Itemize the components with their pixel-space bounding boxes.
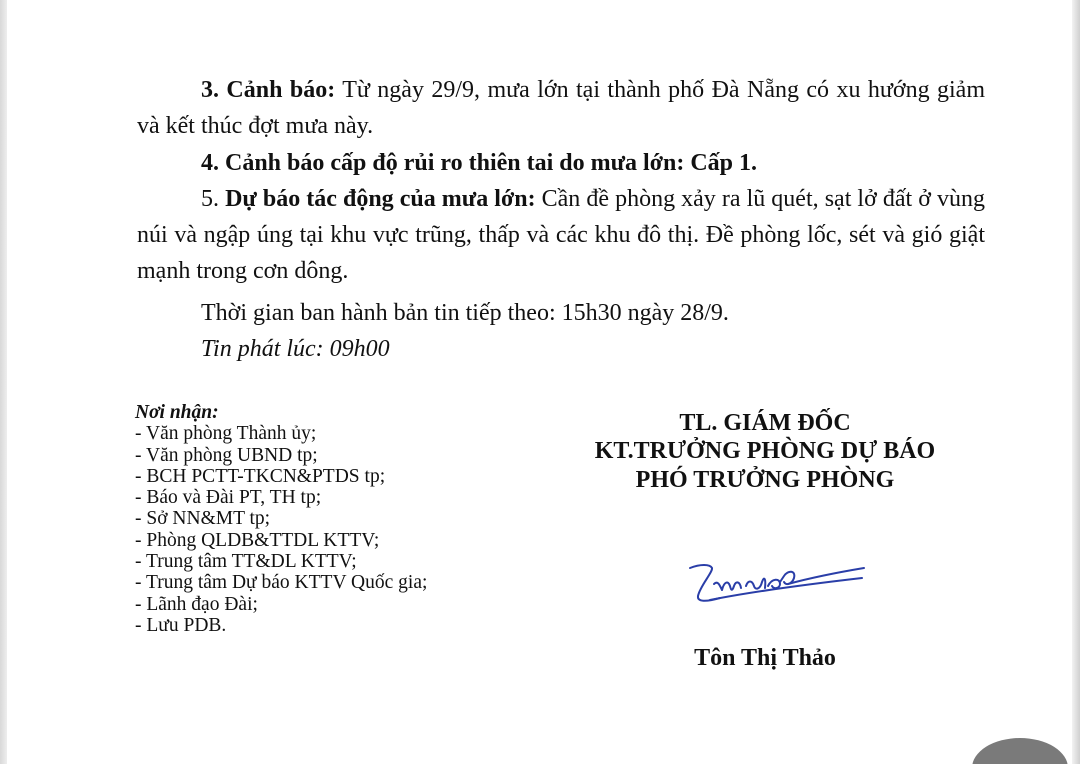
- recipient-item: - Lưu PDB.: [135, 614, 227, 636]
- issued-at-line: [137, 331, 985, 367]
- section-4-paragraph: [137, 145, 985, 181]
- handwritten-signature: [680, 552, 870, 612]
- section-4-text: 4. Cảnh báo cấp độ rủi ro thiên tai do mưa lớn: Cấp 1.: [201, 150, 757, 176]
- section-3-label: 3. Cảnh báo:: [201, 77, 336, 103]
- signature-title-1: TL. GIÁM ĐỐC: [679, 410, 851, 436]
- signature-title-3: PHÓ TRƯỞNG PHÒNG: [635, 467, 895, 493]
- section-5-label: Dự báo tác động của mưa lớn:: [219, 186, 536, 212]
- recipient-item: - Báo và Đài PT, TH tp;: [135, 487, 322, 509]
- section-3-paragraph: [137, 72, 985, 144]
- issued-at-text: Tin phát lúc: 09h00: [201, 336, 390, 362]
- recipient-item: - Trung tâm Dự báo KTTV Quốc gia;: [135, 572, 428, 594]
- recipients-list: [135, 402, 535, 636]
- recipients-heading: Nơi nhận:: [135, 402, 219, 423]
- page-edge-left: [0, 0, 7, 764]
- recipient-item: - Văn phòng UBND tp;: [135, 444, 318, 466]
- section-3-text: Từ ngày 29/9, mưa lớn tại thành phố Đà Nẵng có xu hướng giảm và kết thúc đợt mưa này.: [137, 77, 985, 139]
- recipient-item: - Văn phòng Thành ủy;: [135, 423, 317, 445]
- section-5-number: 5.: [201, 186, 219, 212]
- recipient-item: - Trung tâm TT&DL KTTV;: [135, 551, 357, 573]
- page-edge-right: [1072, 0, 1080, 764]
- next-bulletin-line: [137, 295, 985, 331]
- recipient-item: - BCH PCTT-TKCN&PTDS tp;: [135, 465, 386, 487]
- section-5-text: Cần đề phòng xảy ra lũ quét, sạt lở đất ở vùng núi và ngập úng tại khu vực trũng, thấp và các khu đô thị. Đề phòng lốc, sét và gió giật mạnh trong cơn dông.: [137, 186, 985, 284]
- recipient-item: - Lãnh đạo Đài;: [135, 593, 258, 615]
- recipient-item: - Sở NN&MT tp;: [135, 508, 271, 530]
- recipient-item: - Phòng QLDB&TTDL KTTV;: [135, 529, 380, 551]
- signer-name: Tôn Thị Thảo: [694, 645, 836, 671]
- corner-overlay-button[interactable]: [972, 738, 1068, 764]
- next-bulletin-text: Thời gian ban hành bản tin tiếp theo: 15h30 ngày 28/9.: [201, 300, 729, 326]
- section-5-paragraph: [137, 181, 985, 289]
- signature-title-2: KT.TRƯỞNG PHÒNG DỰ BÁO: [594, 438, 936, 464]
